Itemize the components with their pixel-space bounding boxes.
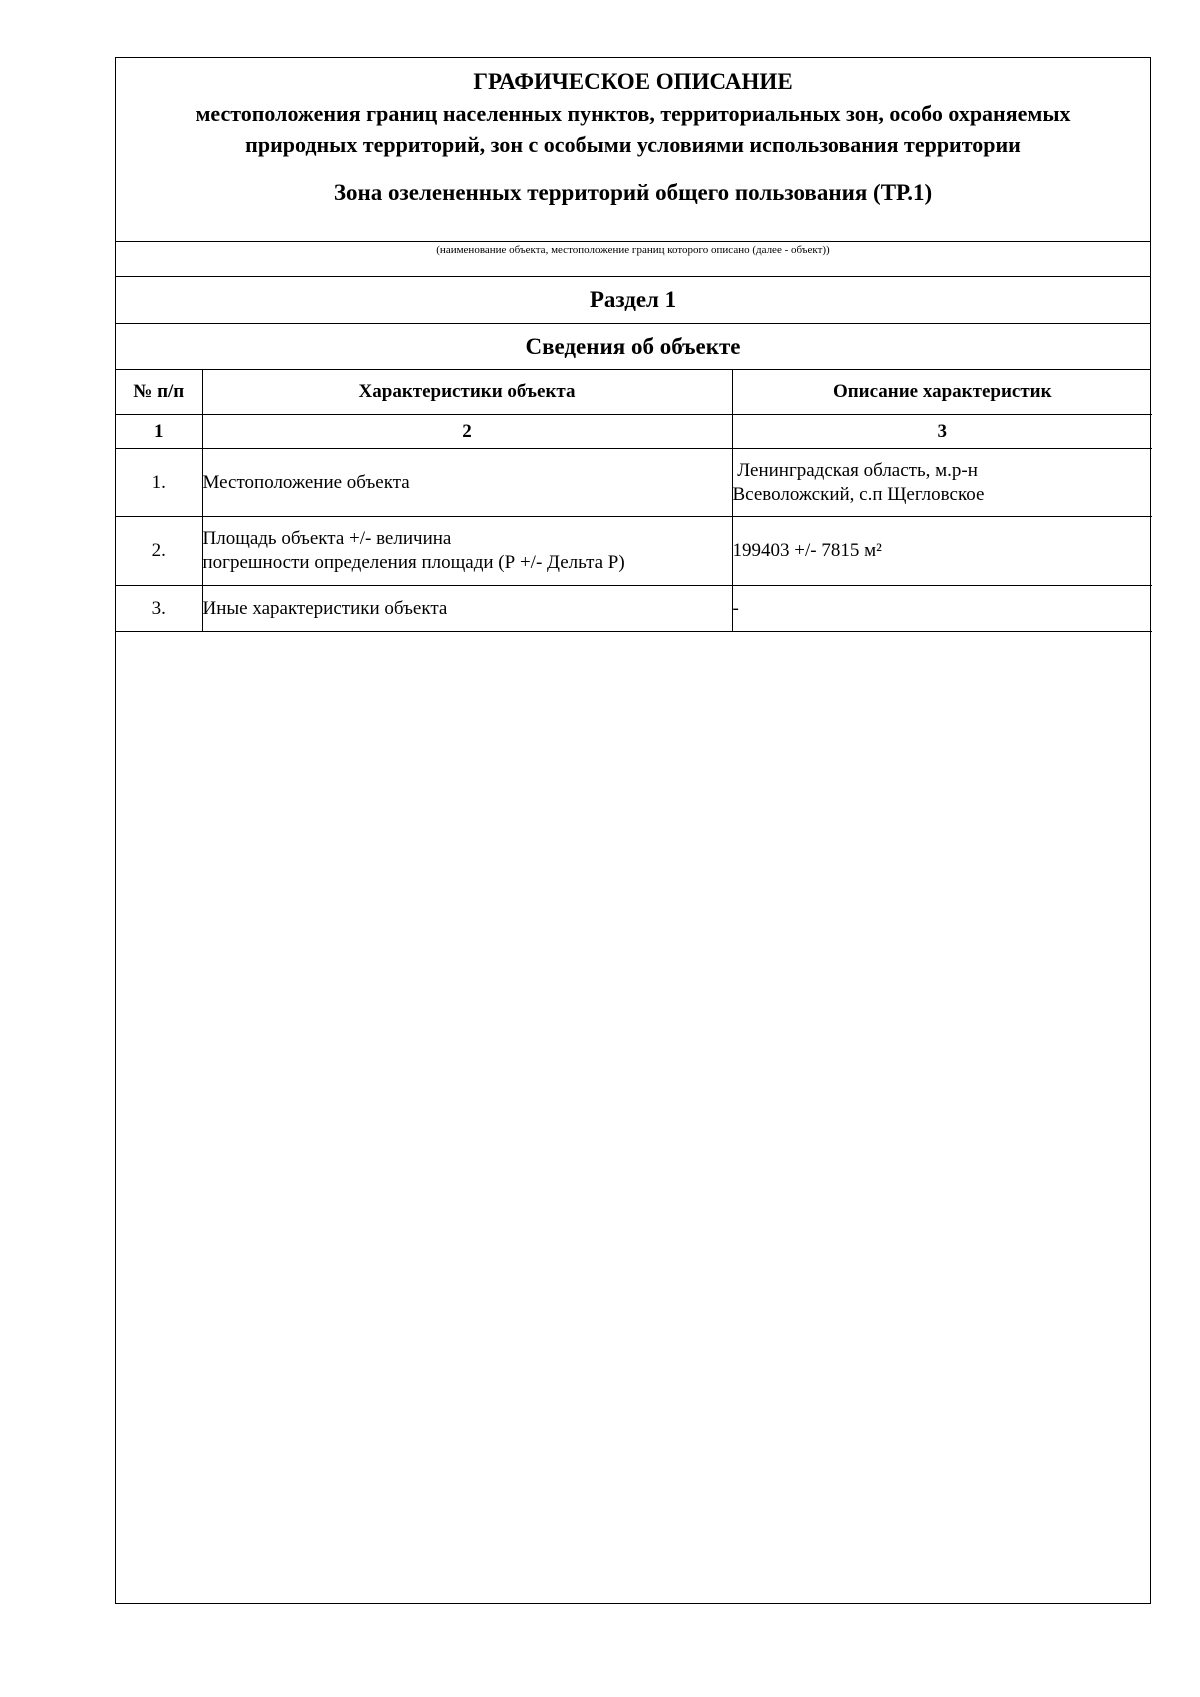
object-info-table bbox=[116, 370, 1152, 632]
header-index: № п/п bbox=[116, 370, 202, 415]
caption-row bbox=[116, 242, 1150, 277]
table-row bbox=[116, 517, 1152, 586]
row-characteristic bbox=[202, 449, 732, 517]
document-title: ГРАФИЧЕСКОЕ ОПИСАНИЕ bbox=[473, 69, 793, 94]
table-row bbox=[116, 449, 1152, 517]
description-line: - bbox=[732, 597, 739, 619]
document-subtitle: местоположения границ населенных пунктов, территориальных зон, особо охраняемых природных территорий, зон с особыми условиями использования территории bbox=[195, 101, 1071, 157]
description-line: Всеволожский, с.п Щегловское bbox=[732, 483, 985, 505]
column-number-row bbox=[116, 415, 1152, 449]
section-subtitle: Сведения об объекте bbox=[116, 324, 1150, 370]
table-row bbox=[116, 586, 1152, 632]
document-frame bbox=[115, 57, 1151, 1604]
row-characteristic bbox=[202, 586, 732, 632]
row-index: 2. bbox=[116, 517, 202, 586]
row-index: 1. bbox=[116, 449, 202, 517]
column-number-2: 2 bbox=[202, 415, 732, 449]
characteristic-line: Площадь объекта +/- величина bbox=[202, 528, 452, 549]
row-characteristic bbox=[202, 517, 732, 586]
row-description bbox=[732, 586, 1152, 632]
characteristic-line: Местоположение объекта bbox=[202, 471, 410, 493]
row-description bbox=[732, 517, 1152, 586]
header-characteristic: Характеристики объекта bbox=[202, 370, 732, 415]
row-index: 3. bbox=[116, 586, 202, 632]
header-description: Описание характеристик bbox=[732, 370, 1152, 415]
column-number-3: 3 bbox=[732, 415, 1152, 449]
section-title: Раздел 1 bbox=[116, 277, 1150, 324]
table-header-row bbox=[116, 370, 1152, 415]
object-caption: (наименование объекта, местоположение границ которого описано (далее - объект)) bbox=[436, 244, 830, 256]
characteristic-line: Иные характеристики объекта bbox=[202, 597, 448, 619]
description-line: 199403 +/- 7815 м² bbox=[732, 540, 882, 561]
characteristic-line: погрешности определения площади (Р +/- Дельта Р) bbox=[202, 552, 625, 573]
document-header bbox=[116, 58, 1150, 242]
description-line: Ленинградская область, м.р-н bbox=[732, 459, 978, 481]
object-name: Зона озелененных территорий общего пользования (ТР.1) bbox=[333, 180, 933, 205]
column-number-1: 1 bbox=[116, 415, 202, 449]
row-description bbox=[732, 449, 1152, 517]
